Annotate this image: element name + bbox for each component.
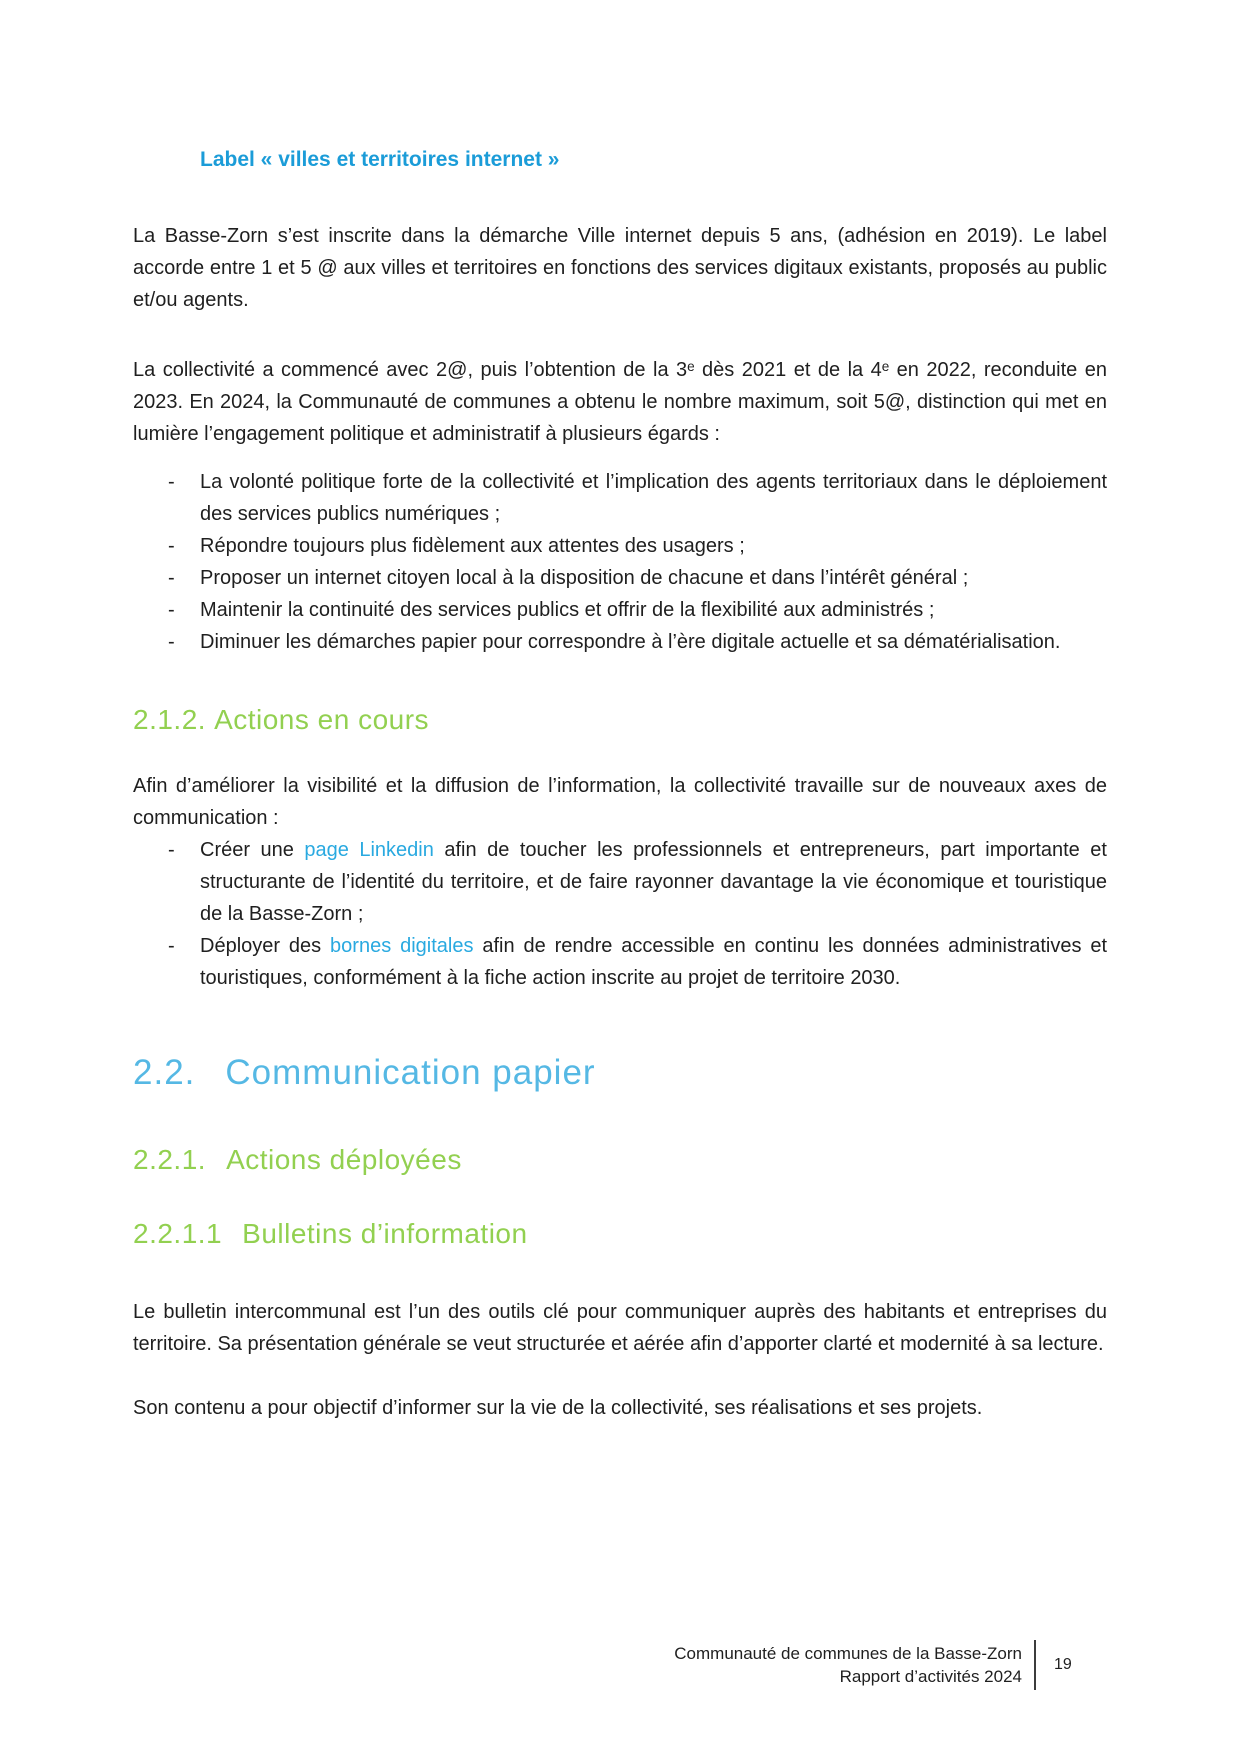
list-item-text: Répondre toujours plus fidèlement aux attentes des usagers ; bbox=[200, 535, 745, 557]
paragraph-bulletin-intercommunal: Le bulletin intercommunal est l’un des outils clé pour communiquer auprès des habitants et entreprises du territoire. Sa présentation générale se veut structurée et aérée afin d’apporter clarté et modernité à sa lecture. bbox=[133, 1301, 1107, 1355]
section-title: Actions en cours bbox=[214, 704, 430, 735]
dash-bullet: - bbox=[168, 471, 175, 493]
page-footer bbox=[674, 1640, 1076, 1690]
footer-organisation: Communauté de communes de la Basse-Zorn bbox=[674, 1644, 1022, 1663]
list-item-text: Proposer un internet citoyen local à la disposition de chacune et dans l’intérêt général ; bbox=[200, 567, 969, 589]
dash-bullet: - bbox=[168, 839, 175, 861]
section-number: 2.1.2. bbox=[133, 704, 207, 735]
list-item bbox=[133, 530, 1107, 562]
section-title: Bulletins d’information bbox=[242, 1218, 528, 1249]
list-item bbox=[133, 834, 1107, 930]
section-heading-2-2 bbox=[133, 1052, 1107, 1094]
link-bornes-digitales[interactable]: bornes digitales bbox=[330, 935, 474, 957]
paragraph-basse-zorn-intro: La Basse-Zorn s’est inscrite dans la démarche Ville internet depuis 5 ans, (adhésion en 2019). Le label accorde entre 1 et 5 @ aux villes et territoires en fonctions des services digitaux existants, proposés au public et/ou agents. bbox=[133, 225, 1107, 311]
heading-label-villes-internet: Label « villes et territoires internet » bbox=[200, 148, 560, 171]
dash-bullet: - bbox=[168, 631, 175, 653]
list-item bbox=[133, 466, 1107, 530]
list-item-text: Maintenir la continuité des services publics et offrir de la flexibilité aux administrés ; bbox=[200, 599, 935, 621]
list-item-text bbox=[200, 834, 1107, 930]
footer-report-title: Rapport d’activités 2024 bbox=[839, 1667, 1022, 1686]
dash-bullet: - bbox=[168, 535, 175, 557]
list-item-text: Diminuer les démarches papier pour correspondre à l’ère digitale actuelle et sa dématérialisation. bbox=[200, 631, 1061, 653]
bullet-list-engagements bbox=[133, 466, 1107, 658]
dash-bullet: - bbox=[168, 567, 175, 589]
list-item-text: La volonté politique forte de la collectivité et l’implication des agents territoriaux dans le déploiement des services publics numériques ; bbox=[200, 471, 1107, 525]
section-title: Communication papier bbox=[225, 1053, 596, 1092]
paragraph-axes-communication: Afin d’améliorer la visibilité et la diffusion de l’information, la collectivité travaille sur de nouveaux axes de communication : bbox=[133, 775, 1107, 829]
text-segment: Déployer des bbox=[200, 935, 331, 957]
list-item bbox=[133, 930, 1107, 994]
section-title: Actions déployées bbox=[226, 1144, 462, 1175]
text-segment: afin de rendre accessible en continu les données administratives et touristiques, conformément à la fiche action inscrite au projet de territoire 2030. bbox=[200, 935, 1108, 989]
section-number: 2.2.1.1 bbox=[133, 1218, 223, 1249]
dash-bullet: - bbox=[168, 599, 175, 621]
list-item bbox=[133, 562, 1107, 594]
paragraph-label-progression: La collectivité a commencé avec 2@, puis l’obtention de la 3ᵉ dès 2021 et de la 4ᵉ en 2022, reconduite en 2023. En 2024, la Communauté de communes a obtenu le nombre maximum, soit 5@, distinction qui met en lumière l’engagement politique et administratif à plusieurs égards : bbox=[133, 359, 1107, 445]
footer-divider bbox=[1034, 1640, 1036, 1690]
link-page-linkedin[interactable]: page Linkedin bbox=[304, 839, 434, 861]
dash-bullet: - bbox=[168, 935, 175, 957]
list-item-text bbox=[200, 930, 1107, 994]
paragraph-contenu-objectif: Son contenu a pour objectif d’informer sur la vie de la collectivité, ses réalisations et ses projets. bbox=[133, 1397, 983, 1419]
text-segment: Créer une bbox=[200, 839, 305, 861]
footer-text bbox=[674, 1642, 1022, 1688]
section-number: 2.2.1. bbox=[133, 1144, 207, 1175]
bullet-list-nouveaux-axes bbox=[133, 834, 1107, 994]
text-segment: afin de toucher les professionnels et entrepreneurs, part importante et structurante de l’identité du territoire, et de faire rayonner davantage la vie économique et touristique de la Basse-Zorn ; bbox=[200, 839, 1107, 925]
page-number: 19 bbox=[1054, 1656, 1072, 1673]
section-number: 2.2. bbox=[133, 1053, 196, 1092]
section-heading-2-2-1 bbox=[133, 1142, 1107, 1178]
section-heading-2-2-1-1 bbox=[133, 1216, 1107, 1252]
list-item bbox=[133, 626, 1107, 658]
section-heading-2-1-2 bbox=[133, 702, 1107, 738]
list-item bbox=[133, 594, 1107, 626]
